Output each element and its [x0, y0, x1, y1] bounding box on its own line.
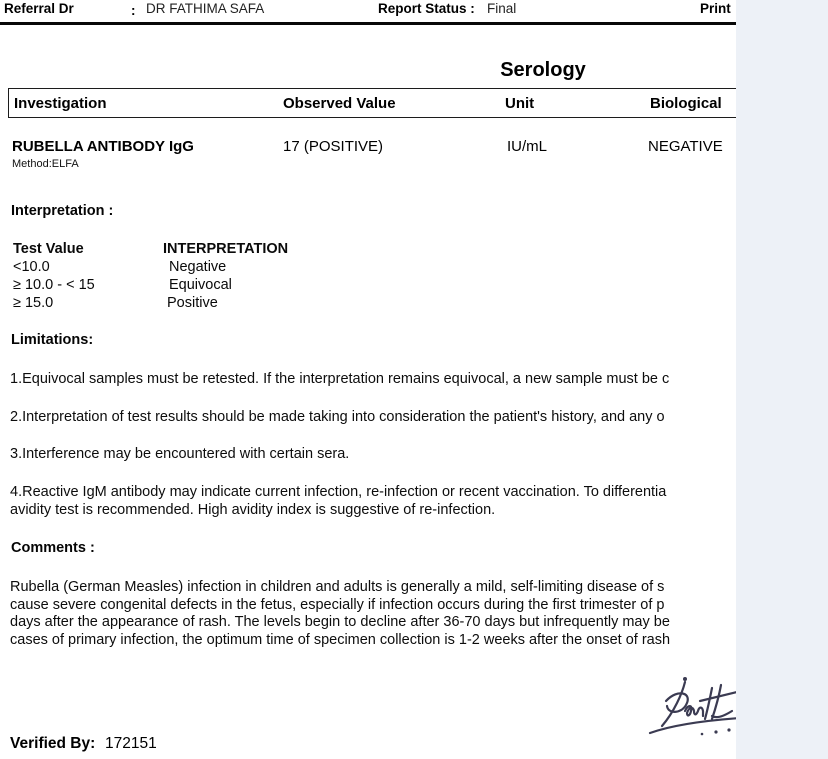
- comments-line: days after the appearance of rash. The levels begin to decline after 36-70 days but infrequently may be: [10, 614, 670, 630]
- limitation-item: 1.Equivocal samples must be retested. If the interpretation remains equivocal, a new sample must be c: [10, 371, 670, 387]
- limitations-heading: Limitations:: [11, 332, 94, 348]
- result-method: Method:ELFA: [12, 158, 79, 170]
- limitation-item: 4.Reactive IgM antibody may indicate current infection, re-infection or recent vaccination. To differentia: [10, 484, 667, 500]
- interp-row-label: Equivocal: [169, 277, 232, 293]
- header-divider: [0, 22, 736, 25]
- limitation-item: 3.Interference may be encountered with certain sera.: [10, 446, 350, 462]
- referral-dr-label: Referral Dr: [4, 1, 74, 16]
- result-biological-ref: NEGATIVE: [648, 138, 723, 155]
- report-status-value: Final: [487, 1, 517, 16]
- result-unit: IU/mL: [507, 138, 548, 155]
- comments-line: cause severe congenital defects in the fetus, especially if infection occurs during the first trimester of p: [10, 596, 665, 613]
- result-observed-value: 17 (POSITIVE): [283, 138, 384, 155]
- verified-by-label: Verified By:: [10, 735, 96, 752]
- interp-col1-header: Test Value: [13, 241, 84, 257]
- interp-row-value: <10.0: [13, 259, 50, 275]
- interp-row-label: Positive: [167, 295, 218, 311]
- comments-heading: Comments :: [11, 540, 95, 556]
- col-biological-ref: Biological: [650, 95, 722, 112]
- comments-line: Rubella (German Measles) infection in children and adults is generally a mild, self-limiting disease of s: [10, 579, 665, 595]
- section-title: Serology: [500, 59, 586, 81]
- interp-col2-header: INTERPRETATION: [163, 241, 289, 257]
- col-unit: Unit: [505, 95, 535, 112]
- verified-by-value: 172151: [105, 735, 157, 752]
- col-observed-value: Observed Value: [283, 95, 396, 112]
- interp-row-value: ≥ 15.0: [13, 295, 54, 311]
- referral-dr-value: DR FATHIMA SAFA: [146, 1, 265, 16]
- comments-line: cases of primary infection, the optimum time of specimen collection is 1-2 weeks after the onset of rash: [10, 631, 671, 648]
- report-status-label: Report Status :: [378, 1, 475, 16]
- result-investigation: RUBELLA ANTIBODY IgG: [12, 138, 194, 155]
- verifier-signature-image: [640, 670, 736, 747]
- signature-icon: [640, 670, 736, 742]
- interpretation-heading: Interpretation :: [11, 203, 114, 219]
- interp-row-value: ≥ 10.0 - < 15: [13, 277, 95, 293]
- limitation-item: avidity test is recommended. High avidity index is suggestive of re-infection.: [10, 502, 496, 518]
- referral-dr-colon: :: [131, 3, 136, 18]
- print-label: Print: [700, 1, 731, 16]
- limitation-item: 2.Interpretation of test results should be made taking into consideration the patient's history, and any o: [10, 409, 665, 425]
- col-investigation: Investigation: [14, 95, 107, 112]
- interp-row-label: Negative: [169, 259, 227, 275]
